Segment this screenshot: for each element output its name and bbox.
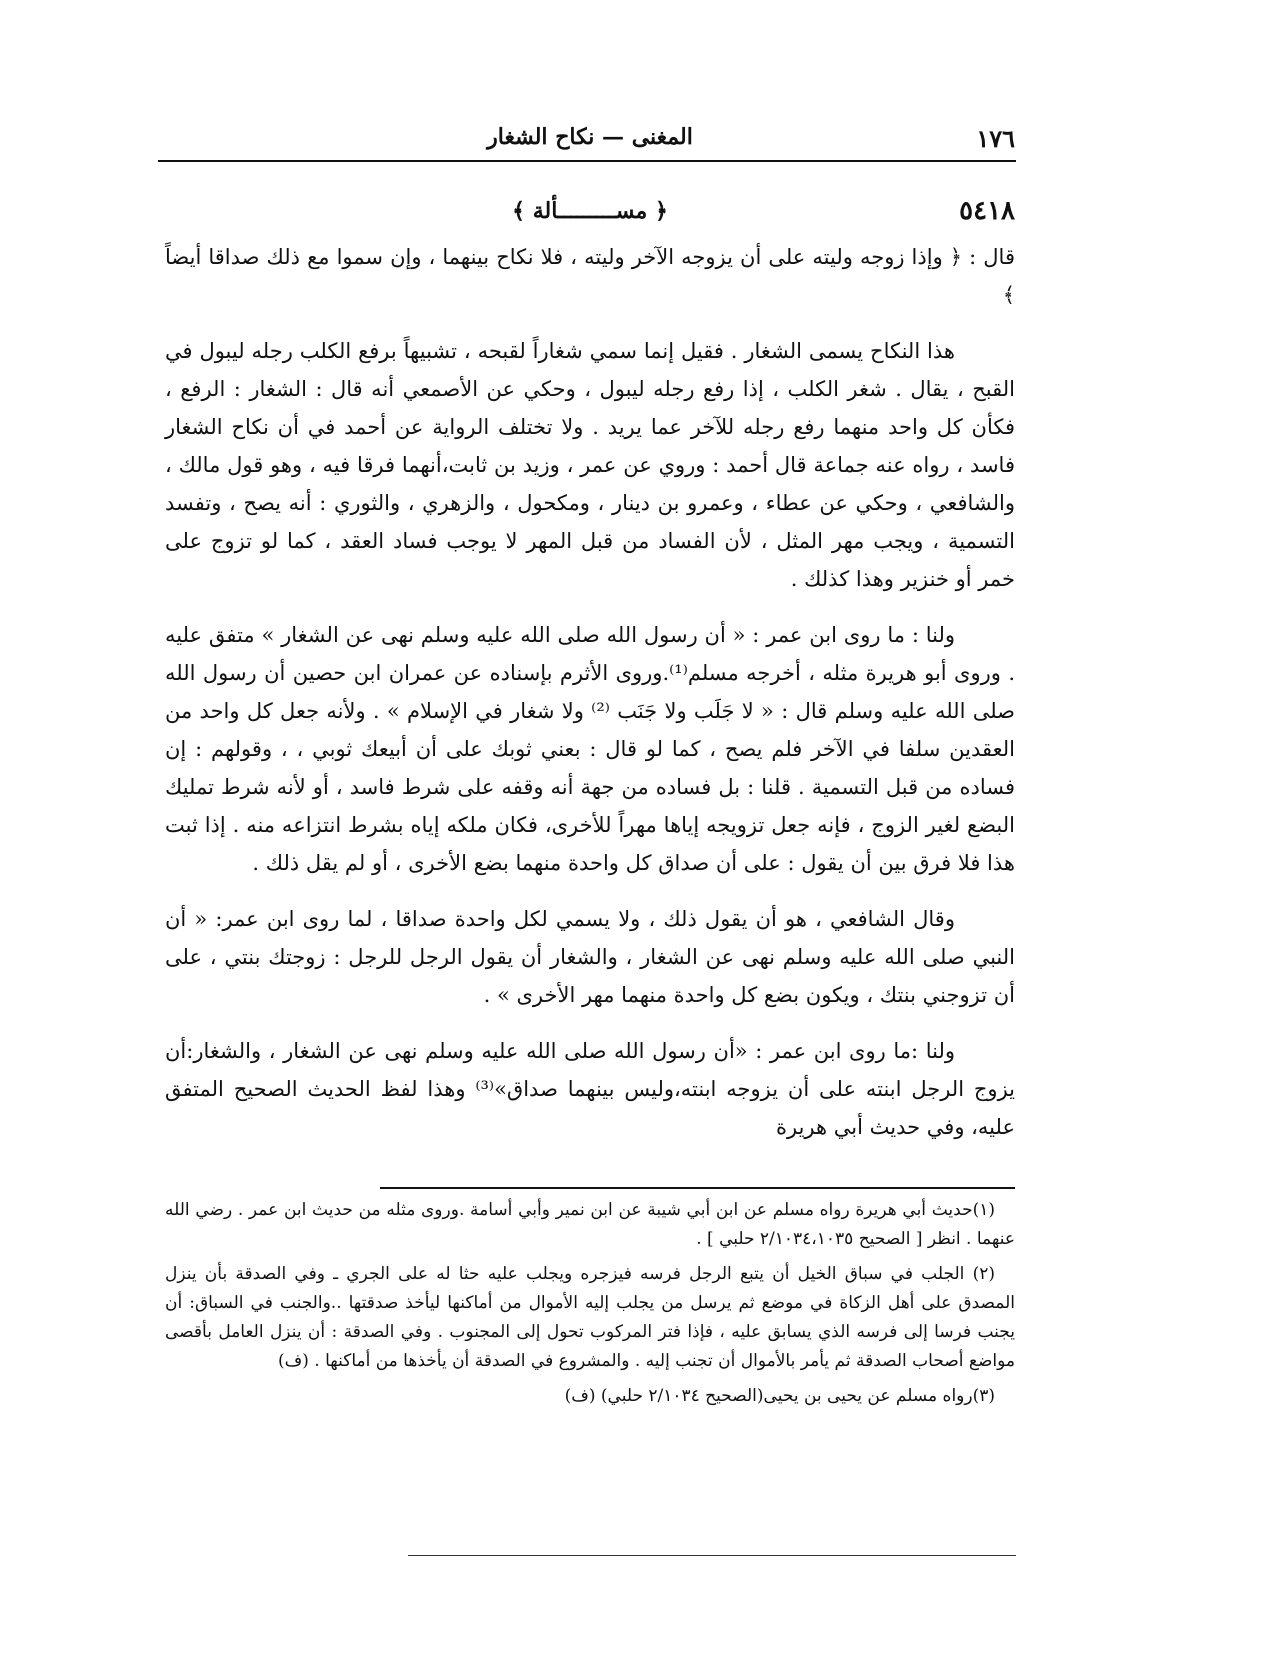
body-paragraph: ولنا :ما روى ابن عمر : «أن رسول الله صلى الله عليه وسلم نهى عن الشغار ، والشغار:أن يزوج الرجل ابنته على أن يزوجه ابنته،وليس بينهما صداق»⁽³⁾ وهذا لفظ الحديث الصحيح المتفق عليه، وفي حديث أبي هريرة xyxy=(165,1039,1016,1139)
body-paragraph: وقال الشافعي ، هو أن يقول ذلك ، ولا يسمي لكل واحدة صداقا ، لما روى ابن عمر: « أن النبي صلى الله عليه وسلم نهى عن الشغار ، والشغار أن يقول الرجل للرجل : زوجتك بنتي ، على أن تزوجني بنتك ، ويكون بضع كل واحدة منهما مهر الأخرى » . xyxy=(165,907,1015,1007)
header-rule xyxy=(158,160,1016,162)
footnote-1: (١)حديث أبي هريرة رواه مسلم عن ابن أبي شيبة عن ابن نمير وأبي أسامة .وروى مثله من حديث ابن عمر . رضي الله عنهما . انظر [ الصحيح ٢/١٠٣٤،١٠٣٥ حلبي ] . xyxy=(165,1200,1015,1249)
footnote-2: (٢) الجلب في سباق الخيل أن يتبع الرجل فرسه فيزجره ويجلب عليه حثا له على الجري ـ وفي الصدقة بأن ينزل المصدق على أهل الزكاة في موضع ثم يرسل من يجلب إليه الأموال من أماكنها ليأخذ صدقتها ..والجنب في السباق: أن يجنب فرسا إلى فرسه الذي يسابق عليه ، فإذا فتر المركوب تحول إلى المجنوب . وفي الصدقة : أن ينزل العامل بأقصى مواضع أصحاب الصدقة ثم يأمر بالأموال أن تجنب إليه . والمشروع في الصدقة أن يأخذها من أماكنها . (ف) xyxy=(165,1264,1015,1371)
page-header xyxy=(165,118,1015,162)
footnotes xyxy=(165,1196,1015,1417)
masala-number: ٥٤١٨ xyxy=(959,196,1015,226)
footnote-3: (٣)رواه مسلم عن يحيى بن يحيى(الصحيح ٢/١٠٣٤ حلبي) (ف) xyxy=(564,1386,995,1406)
masala-title: ﴿ مســـــــــألة ﴾ xyxy=(512,198,668,224)
matn-text xyxy=(165,238,1015,314)
body-paragraph: هذا النكاح يسمى الشغار . فقيل إنما سمي شغاراً لقبحه ، تشبيهاً برفع الكلب رجله ليبول في القبح ، يقال . شغر الكلب ، إذا رفع رجله ليبول ، وحكي عن الأصمعي أنه قال : الشغار : الرفع ، فكأن كل واحد منهما رفع رجله للآخر عما يريد . ولا تختلف الرواية عن أحمد في أن نكاح الشغار فاسد ، رواه عنه جماعة قال أحمد : وروي عن عمر ، وزيد بن ثابت،أنهما فرقا فيه ، وهو قول مالك ، والشافعي ، وحكي عن عطاء ، وعمرو بن دينار ، ومكحول ، والزهري ، والثوري : أنه يصح ، وتفسد التسمية ، ويجب مهر المثل ، لأن الفساد من قبل المهر لا يوجب فساد العقد ، كما لو تزوج على خمر أو خنزير وهذا كذلك . xyxy=(165,339,1015,591)
footnote-rule xyxy=(380,1187,1015,1189)
matn-paragraph: قال : ﴿ وإذا زوجه وليته على أن يزوجه الآخر وليته ، فلا نكاح بينهما ، وإن سموا مع ذلك صداقا أيضاً ﴾ xyxy=(165,245,1015,307)
bottom-rule xyxy=(408,1555,1016,1556)
body-paragraph: ولنا : ما روى ابن عمر : « أن رسول الله صلى الله عليه وسلم نهى عن الشغار » متفق عليه . وروى أبو هريرة مثله ، أخرجه مسلم⁽¹⁾.وروى الأثرم بإسناده عن عمران ابن حصين أن رسول الله صلى الله عليه وسلم قال : « لا جَلَب ولا جَنَب ⁽²⁾ ولا شغار في الإسلام » . ولأنه جعل كل واحد من العقدين سلفا في الآخر فلم يصح ، كما لو قال : بعني ثوبك على أن أبيعك ثوبي ، ، وقولهم : إن فساده من قبل التسمية . قلنا : بل فساده من جهة أنه وقفه على شرط فاسد ، أو لأنه شرط تمليك البضع لغير الزوج ، فإنه جعل تزويجه إياها مهراً للأخرى، فكان ملكه إياه بشرط انتزاعه منه . إذا ثبت هذا فلا فرق بين أن يقول : على أن صداق كل واحدة منهما بضع الأخرى ، أو لم يقل ذلك . xyxy=(165,623,1016,875)
body-text xyxy=(165,332,1015,1146)
page-number: ١٧٦ xyxy=(976,124,1015,153)
masala-heading xyxy=(165,196,1015,236)
running-title: المغنى — نكاح الشغار xyxy=(487,124,693,150)
